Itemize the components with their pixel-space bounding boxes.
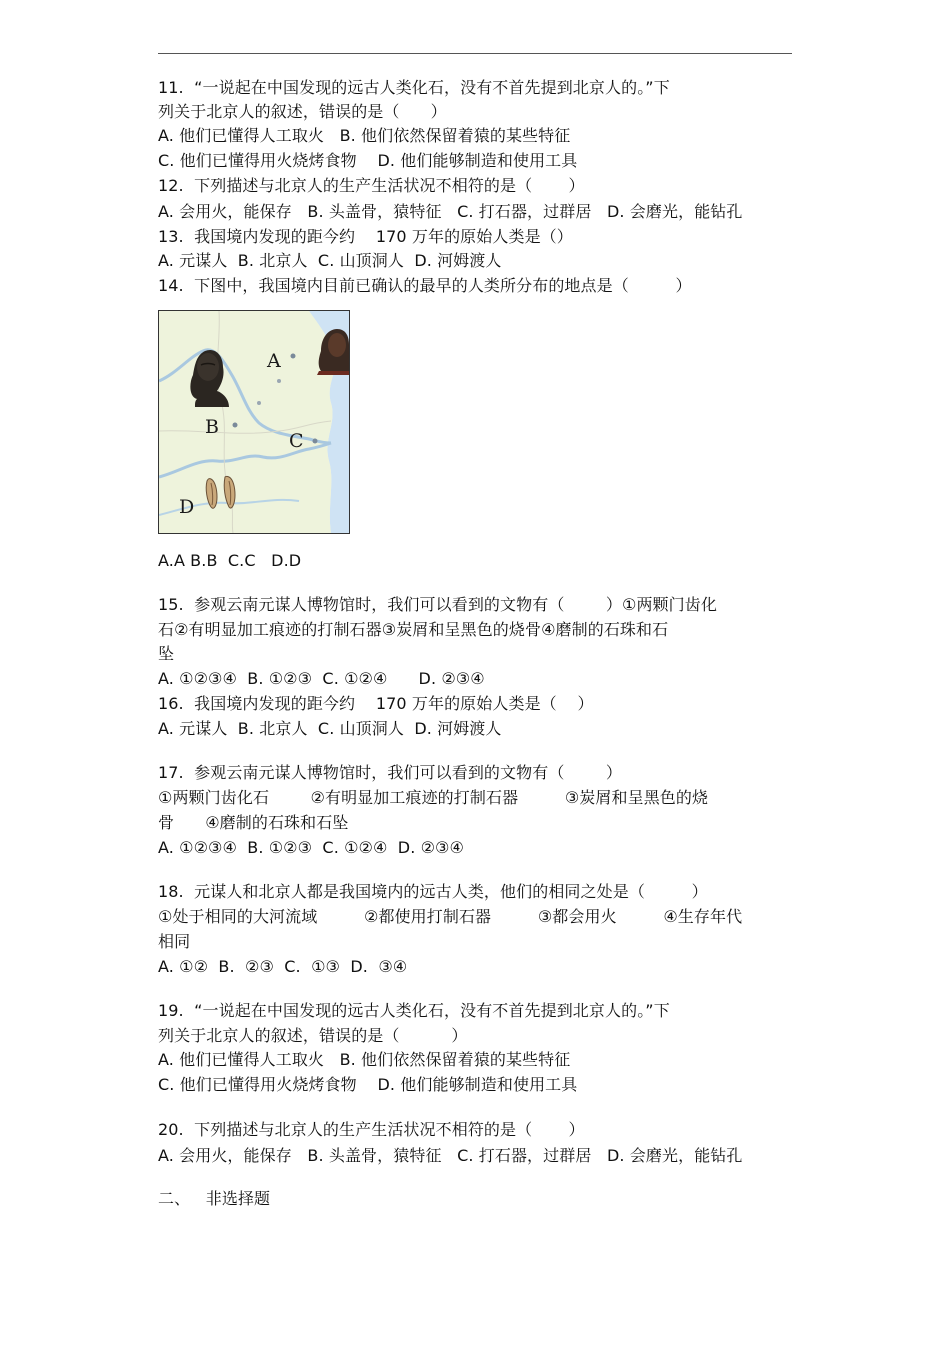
map-label-c: C xyxy=(289,430,304,452)
q11-stem-line2: 列关于北京人的叙述，错误的是（ ） xyxy=(158,102,447,121)
q16-stem: 16. 我国境内发现的距今约 170 万年的原始人类是（ ） xyxy=(158,694,594,713)
q19-stem-line1: 19. “一说起在中国发现的远古人类化石，没有不首先提到北京人的。”下 xyxy=(158,1001,670,1020)
q14-options: A.A B.B C.C D.D xyxy=(158,551,302,570)
site-dot xyxy=(277,379,281,383)
q20-options: A. 会用火，能保存 B. 头盖骨，猿特征 C. 打石器，过群居 D. 会磨光，能钻孔 xyxy=(158,1146,743,1165)
map-label-a: A xyxy=(267,350,281,372)
q11-stem-line1: 11. “一说起在中国发现的远古人类化石，没有不首先提到北京人的。”下 xyxy=(158,78,670,97)
q11-options-ab: A. 他们已懂得人工取火 B. 他们依然保留着猿的某些特征 xyxy=(158,126,571,145)
map-label-d: D xyxy=(179,496,195,518)
early-human-sites-map xyxy=(158,310,350,534)
q19-options-ab: A. 他们已懂得人工取火 B. 他们依然保留着猿的某些特征 xyxy=(158,1050,571,1069)
q15-stem-line2: 石②有明显加工痕迹的打制石器③炭屑和呈黑色的烧骨④磨制的石珠和石 xyxy=(158,620,669,639)
q17-items-line2: 骨 ④磨制的石珠和石坠 xyxy=(158,813,349,832)
q15-stem-line1: 15. 参观云南元谋人博物馆时，我们可以看到的文物有（ ）①两颗门齿化 xyxy=(158,595,717,614)
q15-stem-line3: 坠 xyxy=(158,644,175,663)
q19-stem-line2: 列关于北京人的叙述，错误的是（ ） xyxy=(158,1026,468,1045)
site-dot-b xyxy=(233,423,238,428)
site-dot xyxy=(257,401,261,405)
q12-options: A. 会用火，能保存 B. 头盖骨，猿特征 C. 打石器，过群居 D. 会磨光，能钻孔 xyxy=(158,202,743,221)
q18-items-line1: ①处于相同的大河流域 ②都使用打制石器 ③都会用火 ④生存年代 xyxy=(158,907,743,926)
q18-stem: 18. 元谋人和北京人都是我国境内的远古人类，他们的相同之处是（ ） xyxy=(158,882,708,901)
site-dot-c xyxy=(313,439,318,444)
q13-stem: 13. 我国境内发现的距今约 170 万年的原始人类是（） xyxy=(158,227,573,246)
q15-options: A. ①②③④ B. ①②③ C. ①②④ D. ②③④ xyxy=(158,669,485,688)
section-heading-non-choice: 二、 非选择题 xyxy=(158,1189,271,1208)
q18-options: A. ①② B. ②③ C. ①③ D. ③④ xyxy=(158,957,408,976)
q12-stem: 12. 下列描述与北京人的生产生活状况不相符的是（ ） xyxy=(158,176,585,195)
site-dot-a xyxy=(291,354,296,359)
header-rule xyxy=(158,53,792,54)
q11-options-cd: C. 他们已懂得用火烧烤食物 D. 他们能够制造和使用工具 xyxy=(158,151,578,170)
q16-options: A. 元谋人 B. 北京人 C. 山顶洞人 D. 河姆渡人 xyxy=(158,719,502,738)
q19-options-cd: C. 他们已懂得用火烧烤食物 D. 他们能够制造和使用工具 xyxy=(158,1075,578,1094)
q20-stem: 20. 下列描述与北京人的生产生活状况不相符的是（ ） xyxy=(158,1120,585,1139)
q17-stem: 17. 参观云南元谋人博物馆时，我们可以看到的文物有（ ） xyxy=(158,763,623,782)
map-label-b: B xyxy=(205,416,219,438)
q14-stem: 14. 下图中，我国境内目前已确认的最早的人类所分布的地点是（ ） xyxy=(158,276,692,295)
q17-items-line1: ①两颗门齿化石 ②有明显加工痕迹的打制石器 ③炭屑和呈黑色的烧 xyxy=(158,788,709,807)
q18-items-line2: 相同 xyxy=(158,932,191,951)
q17-options: A. ①②③④ B. ①②③ C. ①②④ D. ②③④ xyxy=(158,838,464,857)
q13-options: A. 元谋人 B. 北京人 C. 山顶洞人 D. 河姆渡人 xyxy=(158,251,502,270)
